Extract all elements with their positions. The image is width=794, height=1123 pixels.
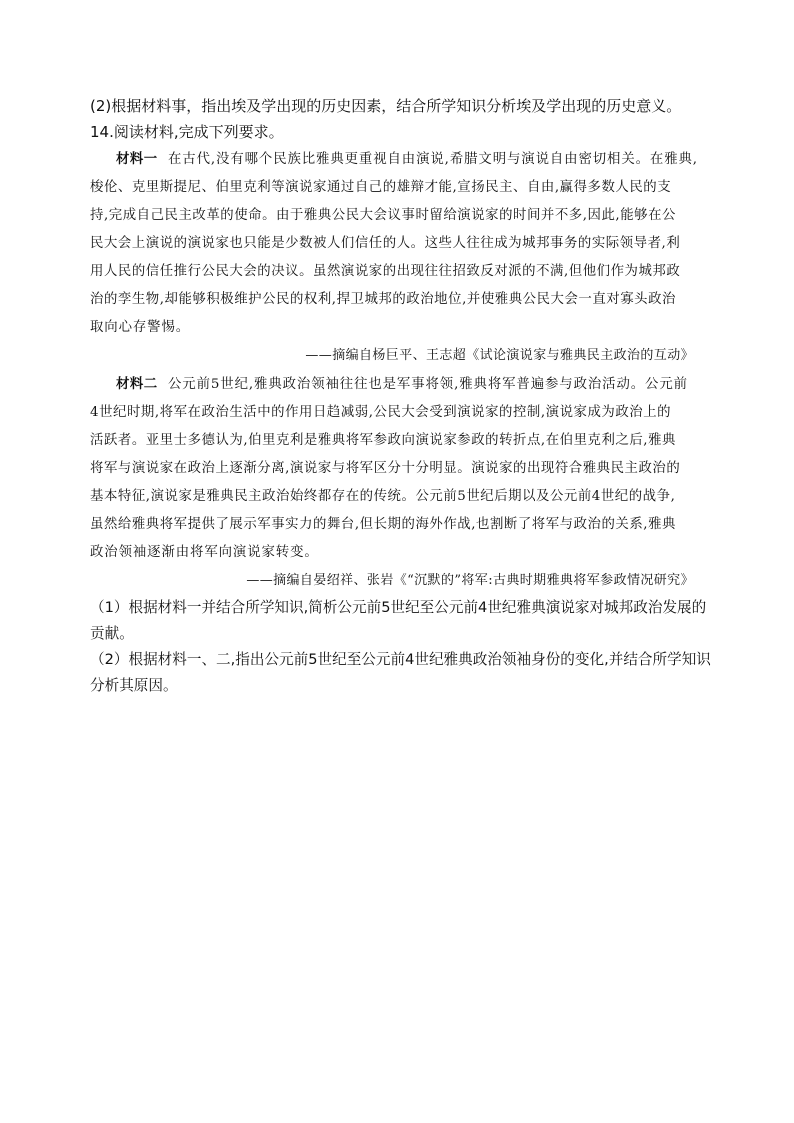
material-two-text-1: 公元前5世纪,雅典政治领袖往往也是军事将领,雅典将军普遍参与政治活动。公元前 bbox=[168, 377, 688, 392]
material-one-line-6: 治的孪生物,却能够积极维护公民的权利,捍卫城邦的政治地位,并使雅典公民大会一直对寡头政治 bbox=[90, 292, 676, 307]
material-two-line-6: 虽然给雅典将军提供了展示军事实力的舞台,但长期的海外作战,也割断了将军与政治的关系,雅典 bbox=[90, 517, 676, 532]
q14-title: 14.阅读材料,完成下列要求。 bbox=[90, 123, 284, 141]
material-one bbox=[90, 145, 702, 370]
document-content bbox=[90, 93, 711, 699]
sub-question-1 bbox=[90, 595, 707, 647]
sub-question-2 bbox=[90, 647, 711, 699]
material-one-text-1: 在古代,没有哪个民族比雅典更重视自由演说,希腊文明与演说自由密切相关。在雅典, bbox=[168, 152, 698, 167]
sub-question-2-line-2: 分析其原因。 bbox=[90, 677, 178, 694]
material-two-line-4: 将军与演说家在政治上逐渐分离,演说家与将军区分十分明显。演说家的出现符合雅典民主政治的 bbox=[90, 461, 681, 476]
sub-question-1-line-1: （1）根据材料一并结合所学知识,简析公元前5世纪至公元前4世纪雅典演说家对城邦政治发展的 bbox=[90, 599, 707, 616]
q13-part2-question: (2)根据材料事，指出埃及学出现的历史因素，结合所学知识分析埃及学出现的历史意义。 bbox=[90, 97, 682, 115]
material-one-line-1 bbox=[90, 145, 702, 174]
material-two-line-1 bbox=[90, 370, 702, 399]
sub-question-1-line-2: 贡献。 bbox=[90, 625, 134, 642]
sub-question-2-line-1: （2）根据材料一、二,指出公元前5世纪至公元前4世纪雅典政治领袖身份的变化,并结合所学知识 bbox=[90, 651, 711, 668]
material-one-line-5: 用人民的信任推行公民大会的决议。虽然演说家的出现往往招致反对派的不满,但他们作为城邦政 bbox=[90, 264, 681, 279]
material-one-label: 材料一 bbox=[116, 151, 158, 167]
material-one-line-3: 持,完成自己民主改革的使命。由于雅典公民大会议事时留给演说家的时间并不多,因此,能够在公 bbox=[90, 208, 676, 223]
material-two-line-5: 基本特征,演说家是雅典民主政治始终都存在的传统。公元前5世纪后期以及公元前4世纪的战争, bbox=[90, 489, 676, 504]
material-two-line-2: 4世纪时期,将军在政治生活中的作用日趋减弱,公民大会受到演说家的控制,演说家成为政治上的 bbox=[90, 405, 672, 420]
material-two-line-7: 政治领袖逐渐由将军向演说家转变。 bbox=[90, 545, 319, 560]
material-two-source: ——摘编自晏绍祥、张岩《“沉默的”将军:古典时期雅典将军参政情况研究》 bbox=[246, 573, 694, 588]
material-one-line-4: 民大会上演说的演说家也只能是少数被人们信任的人。这些人往往成为城邦事务的实际领导者,利 bbox=[90, 236, 681, 251]
material-two-label: 材料二 bbox=[116, 376, 158, 392]
material-one-line-2: 梭伦、克里斯提尼、伯里克利等演说家通过自己的雄辩才能,宣扬民主、自由,赢得多数人民的支 bbox=[90, 180, 672, 195]
material-one-line-7: 取向心存警惕。 bbox=[90, 320, 191, 335]
material-one-source: ——摘编自杨巨平、王志超《试论演说家与雅典民主政治的互动》 bbox=[305, 348, 694, 363]
material-two-line-3: 活跃者。亚里士多德认为,伯里克利是雅典将军参政向演说家参政的转折点,在伯里克利之后,雅典 bbox=[90, 433, 676, 448]
material-two bbox=[90, 370, 702, 595]
